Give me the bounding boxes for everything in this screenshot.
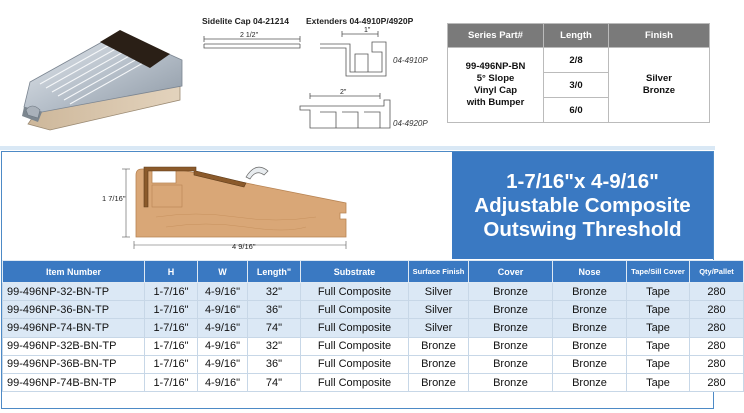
ext1-dim-text: 1" [364, 27, 371, 34]
cell-length: 32" [248, 337, 301, 355]
table-row [3, 319, 744, 337]
extender-4920-drawing [300, 93, 390, 128]
cell-surface-finish: Bronze [409, 355, 469, 373]
vinyl-bumper-shape [246, 167, 268, 179]
header-w: W [198, 261, 248, 283]
item-header-row [3, 261, 744, 283]
header-nose: Nose [553, 261, 627, 283]
cell-qty: 280 [690, 373, 744, 391]
cell-length: 74" [248, 319, 301, 337]
cell-cover: Bronze [469, 373, 553, 391]
header-substrate: Substrate [301, 261, 409, 283]
cell-tape: Tape [627, 355, 690, 373]
threshold-width-dim: 4 9/16" [232, 242, 256, 251]
cell-w: 4-9/16" [198, 319, 248, 337]
product-title-line: Adjustable Composite [474, 193, 691, 217]
cell-w: 4-9/16" [198, 283, 248, 301]
cell-h: 1-7/16" [145, 337, 198, 355]
cell-item-number: 99-496NP-74B-BN-TP [3, 373, 145, 391]
finish-cell [609, 48, 710, 123]
series-line: 99-496NP-BN [465, 61, 526, 72]
threshold-profile-drawing [96, 157, 354, 257]
cell-length: 32" [248, 283, 301, 301]
series-line: Vinyl Cap [473, 85, 518, 96]
cell-length: 36" [248, 355, 301, 373]
cell-tape: Tape [627, 283, 690, 301]
cell-surface-finish: Silver [409, 301, 469, 319]
cell-w: 4-9/16" [198, 337, 248, 355]
cell-h: 1-7/16" [145, 319, 198, 337]
cell-cover: Bronze [469, 301, 553, 319]
series-line: with Bumper [466, 97, 525, 108]
cell-qty: 280 [690, 337, 744, 355]
cell-h: 1-7/16" [145, 301, 198, 319]
threshold-product-photo [10, 12, 185, 132]
cell-tape: Tape [627, 319, 690, 337]
header-qty-pallet: Qty/Pallet [690, 261, 744, 283]
cell-qty: 280 [690, 283, 744, 301]
cell-tape: Tape [627, 301, 690, 319]
table-row [3, 283, 744, 301]
series-table [447, 23, 710, 123]
cell-surface-finish: Silver [409, 319, 469, 337]
cell-nose: Bronze [553, 301, 627, 319]
header-item-number: Item Number [3, 261, 145, 283]
cell-item-number: 99-496NP-32B-BN-TP [3, 337, 145, 355]
cell-substrate: Full Composite [301, 301, 409, 319]
cell-qty: 280 [690, 355, 744, 373]
cell-qty: 280 [690, 301, 744, 319]
sidelite-dim-text: 2 1/2" [240, 32, 259, 39]
header-tape-sill: Tape/Sill Cover [627, 261, 690, 283]
header-surface-finish: Surface Finish [409, 261, 469, 283]
cell-item-number: 99-496NP-36B-BN-TP [3, 355, 145, 373]
cell-item-number: 99-496NP-36-BN-TP [3, 301, 145, 319]
cell-substrate: Full Composite [301, 355, 409, 373]
cell-surface-finish: Bronze [409, 373, 469, 391]
header-length: Length" [248, 261, 301, 283]
cell-nose: Bronze [553, 373, 627, 391]
ext2-dim-text: 2" [340, 89, 347, 96]
cell-w: 4-9/16" [198, 355, 248, 373]
cell-surface-finish: Bronze [409, 337, 469, 355]
cell-tape: Tape [627, 337, 690, 355]
series-header-row [448, 24, 710, 48]
cell-substrate: Full Composite [301, 337, 409, 355]
series-header-part: Series Part# [448, 24, 544, 48]
product-title-box [452, 152, 713, 259]
cell-cover: Bronze [469, 355, 553, 373]
table-row [3, 337, 744, 355]
length-cell: 3/0 [544, 73, 609, 98]
sidelite-cap-title: Sidelite Cap 04-21214 [202, 16, 289, 26]
ext1-part-label: 04-4910P [393, 56, 428, 65]
cell-substrate: Full Composite [301, 283, 409, 301]
cell-h: 1-7/16" [145, 373, 198, 391]
cell-cover: Bronze [469, 283, 553, 301]
table-row [3, 355, 744, 373]
cell-nose: Bronze [553, 283, 627, 301]
table-row [3, 373, 744, 391]
table-row [3, 301, 744, 319]
cell-item-number: 99-496NP-32-BN-TP [3, 283, 145, 301]
item-spec-table [2, 260, 744, 392]
cell-item-number: 99-496NP-74-BN-TP [3, 319, 145, 337]
cell-nose: Bronze [553, 337, 627, 355]
cell-h: 1-7/16" [145, 283, 198, 301]
cell-w: 4-9/16" [198, 373, 248, 391]
ext2-part-label: 04-4920P [393, 119, 428, 128]
product-title-line: Outswing Threshold [483, 217, 682, 241]
cell-length: 74" [248, 373, 301, 391]
cell-qty: 280 [690, 319, 744, 337]
finish-line: Silver [646, 73, 672, 84]
cell-nose: Bronze [553, 355, 627, 373]
extender-4910-drawing [320, 31, 386, 76]
cell-cover: Bronze [469, 319, 553, 337]
cell-w: 4-9/16" [198, 301, 248, 319]
top-section [0, 0, 715, 143]
series-part-cell [448, 48, 544, 123]
cell-substrate: Full Composite [301, 319, 409, 337]
cell-length: 36" [248, 301, 301, 319]
header-h: H [145, 261, 198, 283]
section-divider [0, 146, 715, 150]
product-title-line: 1-7/16"x 4-9/16" [506, 169, 659, 193]
series-header-finish: Finish [609, 24, 710, 48]
extenders-title: Extenders 04-4910P/4920P [306, 16, 414, 26]
cell-tape: Tape [627, 373, 690, 391]
cell-cover: Bronze [469, 337, 553, 355]
cell-nose: Bronze [553, 319, 627, 337]
cell-h: 1-7/16" [145, 355, 198, 373]
length-cell: 2/8 [544, 48, 609, 73]
length-cell: 6/0 [544, 98, 609, 123]
series-header-length: Length [544, 24, 609, 48]
cell-substrate: Full Composite [301, 373, 409, 391]
cell-surface-finish: Silver [409, 283, 469, 301]
finish-line: Bronze [642, 85, 676, 96]
header-cover: Cover [469, 261, 553, 283]
series-line: 5° Slope [476, 73, 515, 84]
threshold-height-dim: 1 7/16" [102, 194, 126, 203]
